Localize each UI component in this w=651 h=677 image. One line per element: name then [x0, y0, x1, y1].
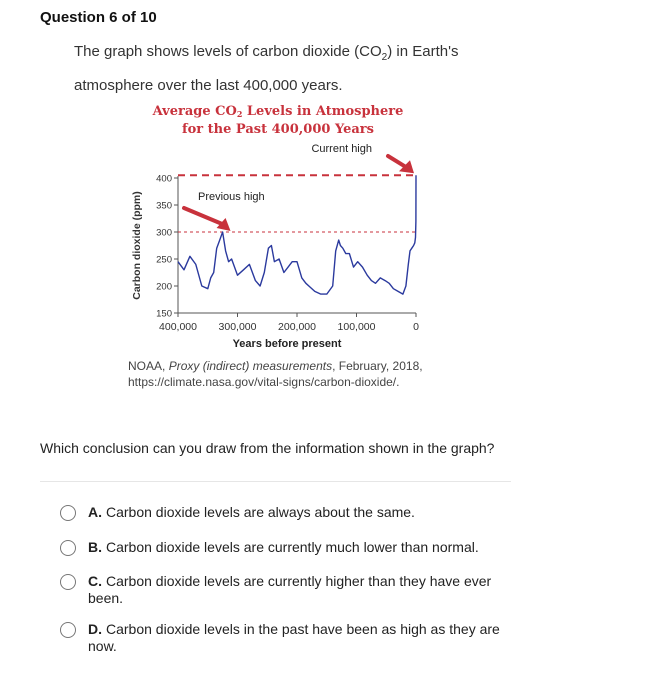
x-tick-label: 200,000	[278, 321, 316, 333]
y-tick-label: 350	[156, 200, 172, 212]
option-label: C. Carbon dioxide levels are currently higher than they have ever been.	[88, 573, 492, 606]
option-c[interactable]	[60, 573, 500, 607]
option-d[interactable]	[60, 621, 500, 655]
y-axis-title: Carbon dioxide (ppm)	[131, 191, 143, 300]
x-tick-label: 400,000	[159, 321, 197, 333]
intro-line-2: atmosphere over the last 400,000 years.	[74, 77, 343, 94]
option-a[interactable]	[60, 504, 500, 521]
x-tick-label: 100,000	[337, 321, 376, 333]
chart-title: Average CO2 Levels in Atmosphere for the Past 400,000 Years	[152, 104, 404, 137]
question-progress: Question 6 of 10	[40, 9, 157, 26]
previous-high-arrow-shaft	[184, 208, 225, 225]
option-label: A. Carbon dioxide levels are always about the same.	[88, 504, 415, 520]
y-tick-label: 200	[156, 281, 172, 293]
x-axis-title: Years before present	[232, 338, 342, 350]
intro-line-1: The graph shows levels of carbon dioxide $(CO_2)$ in Earth's	[74, 43, 459, 63]
option-label: B. Carbon dioxide levels are currently much lower than normal.	[88, 539, 479, 555]
radio-button[interactable]	[60, 622, 76, 638]
option-label: D. Carbon dioxide levels in the past have been as high as they are now.	[88, 621, 500, 654]
question-prompt: Which conclusion can you draw from the information shown in the graph?	[40, 440, 495, 456]
divider	[40, 481, 511, 482]
radio-button[interactable]	[60, 540, 76, 556]
y-tick-label: 150	[156, 308, 172, 320]
current-high-label: Current high	[311, 143, 372, 155]
previous-high-label: Previous high	[198, 191, 265, 203]
y-tick-label: 300	[156, 227, 172, 239]
option-b[interactable]	[60, 539, 500, 556]
question-intro	[74, 38, 514, 100]
radio-button[interactable]	[60, 505, 76, 521]
y-tick-label: 250	[156, 254, 172, 266]
y-tick-label: 400	[156, 173, 172, 185]
x-tick-label: 300,000	[218, 321, 257, 333]
x-tick-label: 0	[413, 321, 419, 333]
co2-chart	[118, 100, 438, 390]
radio-button[interactable]	[60, 574, 76, 590]
source-citation: NOAA, Proxy (indirect) measurements, February, 2018, https://climate.nasa.gov/vital-signs/carbon-dioxide/.	[128, 359, 423, 389]
